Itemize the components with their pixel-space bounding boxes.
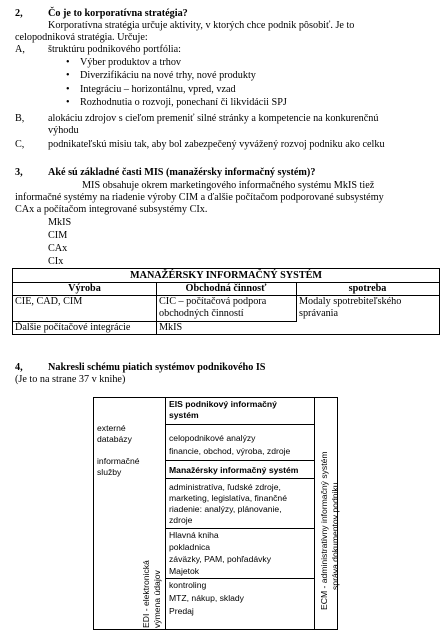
edi-label: výmena údajov (152, 570, 162, 628)
q2-bullet-1: Výber produktov a trhov (80, 57, 182, 68)
ctrl-item: kontroling (169, 580, 207, 590)
q2-intro-line1: Korporatívna stratégia určuje aktivity, v ktorých chce podnik pôsobiť. Je to (48, 20, 355, 31)
table-cell: CIC – počítačová podpora (159, 296, 267, 307)
ecm-label: ECM - administratívny informačný systém (319, 451, 329, 610)
table-cell: obchodných činností (159, 308, 244, 319)
q4-note: (Je to na strane 37 v knihe) (15, 374, 126, 385)
eis-title: systém (169, 410, 199, 420)
q3-list-item: CAx (48, 243, 68, 254)
q3-list-item: MkIS (48, 217, 72, 228)
q3-list-item: CIx (48, 256, 64, 267)
q2-title: Čo je to korporatívna stratégia? (48, 8, 188, 19)
table-cell: MkIS (159, 322, 183, 333)
tps-item: Majetok (169, 566, 200, 576)
ctrl-item: Predaj (169, 606, 194, 616)
table-cell: Ďalšie počítačové integrácie (15, 322, 131, 333)
q3-text-line2: informačné systémy na riadenie výroby CIM a ďalšie počítačom podporované subsystémy (15, 192, 384, 203)
bullet-dot-icon: • (66, 70, 70, 81)
q2-item-b-continuation: výhodu (48, 125, 79, 136)
q2-intro-line2: celopodniková stratégia. Určuje: (15, 32, 148, 43)
q2-item-a-label: A, (15, 44, 25, 55)
diagram-left-item: informačné (97, 456, 140, 466)
q2-item-a-text: štruktúru podnikového portfólia: (48, 44, 181, 55)
diagram-left-item: externé (97, 423, 126, 433)
diagram-left-item: služby (97, 467, 122, 477)
edi-label: EDI - elektronická (141, 560, 151, 628)
table-cell: správania (299, 308, 339, 319)
bullet-dot-icon: • (66, 97, 70, 108)
q2-bullet-2: Diverzifikáciu na nové trhy, nové produkty (80, 70, 256, 81)
q2-bullet-3: Integráciu – horizontálnu, vpred, vzad (80, 84, 236, 95)
mis-item: zdroje (169, 515, 193, 525)
q4-number: 4, (15, 362, 23, 373)
tps-item: záväzky, PAM, pohľadávky (169, 554, 272, 564)
bullet-dot-icon: • (66, 84, 70, 95)
mis-item: riadenie: analýzy, plánovanie, (169, 504, 282, 514)
table-header-vyroba: Výroba (68, 283, 101, 294)
q2-item-c-label: C, (15, 139, 25, 150)
tps-item: pokladnica (169, 542, 211, 552)
ecm-label: správa dokumentov podniku (330, 482, 340, 590)
table-header-obchodna: Obchodná činnosť (185, 283, 267, 294)
q2-item-b-text: alokáciu zdrojov s cieľom premeniť silné stránky a kompetencie na konkurenčnú (48, 113, 379, 124)
eis-item: celopodnikové analýzy (169, 433, 256, 443)
q3-list-item: CIM (48, 230, 68, 241)
bullet-dot-icon: • (66, 57, 70, 68)
q2-item-c-text: podnikateľskú misiu tak, aby bol zabezpečený vyvážený rozvoj podniku ako celku (48, 139, 385, 150)
ctrl-item: MTZ, nákup, sklady (169, 593, 244, 603)
q3-text-line3: CAx a počítačom integrované subsystémy CIx. (15, 204, 208, 215)
mis-item: marketing, legislatíva, finančné (169, 493, 287, 503)
mis-table-title: MANAŽÉRSKY INFORMAČNÝ SYSTÉM (129, 270, 323, 281)
q3-number: 3, (15, 167, 23, 178)
eis-item: financie, obchod, výroba, zdroje (169, 446, 291, 456)
table-header-spotreba: spotreba (348, 283, 387, 294)
q3-title: Aké sú základné časti MIS (manažérsky informačný systém)? (48, 167, 316, 178)
diagram-left-item: databázy (97, 434, 132, 444)
mis-table (12, 268, 440, 335)
table-cell: CIE, CAD, CIM (15, 296, 83, 307)
table-cell: Modaly spotrebiteľského (299, 296, 402, 307)
eis-title: EIS podnikový informačný (169, 399, 277, 409)
q4-title: Nakresli schému piatich systémov podnikového IS (48, 362, 266, 373)
q2-item-b-label: B, (15, 113, 25, 124)
q2-bullet-4: Rozhodnutia o rozvoji, ponechaní či likvidácii SPJ (80, 97, 287, 108)
mis-item: administratíva, ľudské zdroje, (169, 482, 281, 492)
q2-number: 2, (15, 8, 23, 19)
mis-title: Manažérsky informačný systém (169, 465, 299, 475)
q3-text-line1: MIS obsahuje okrem marketingového informačného systému MkIS tiež (82, 180, 375, 191)
tps-item: Hlavná kniha (169, 530, 219, 540)
